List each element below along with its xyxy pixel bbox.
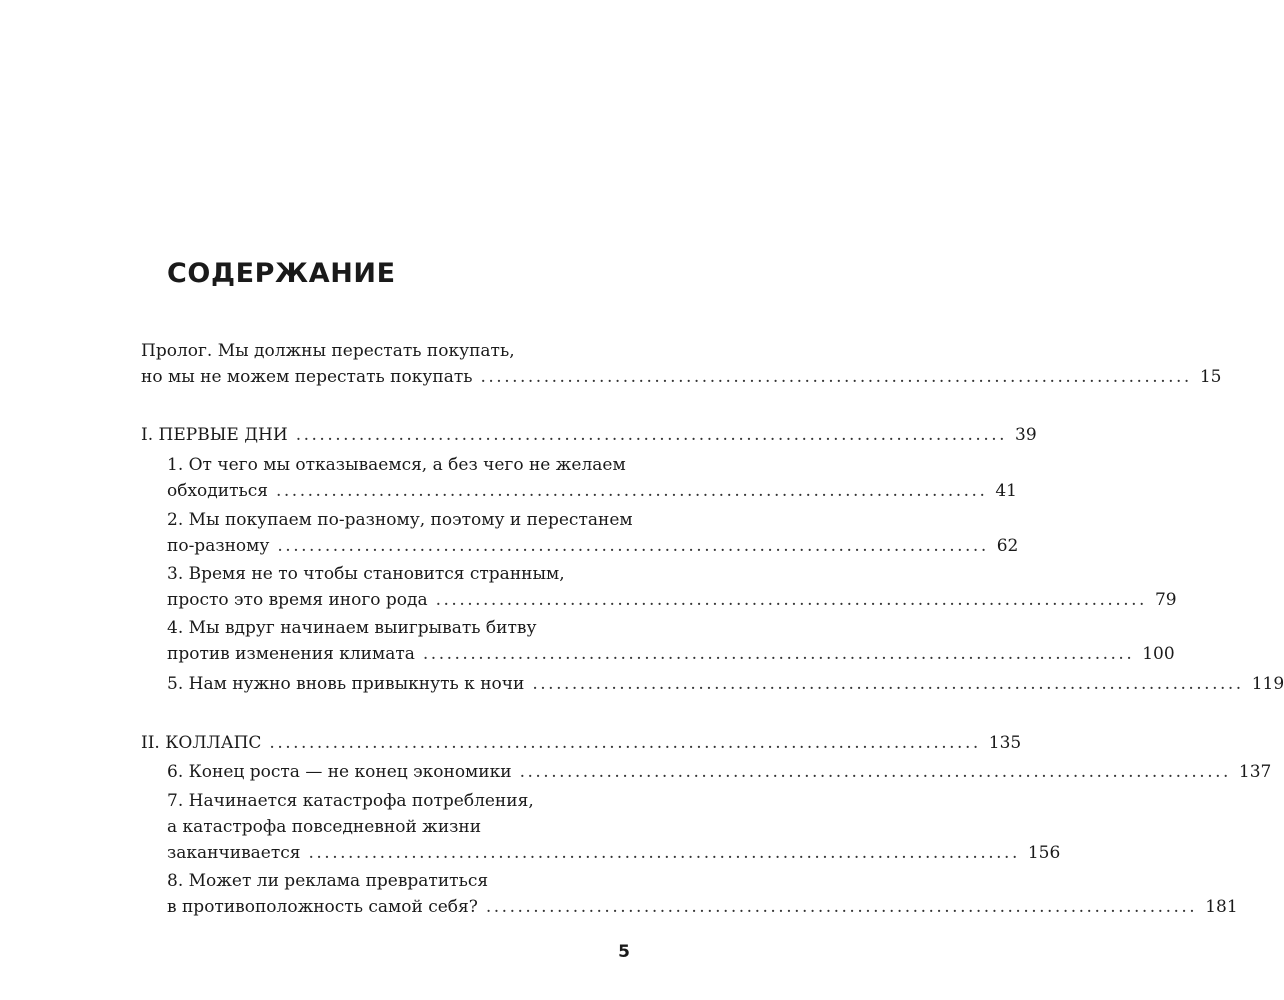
contents-heading: СОДЕРЖАНИЕ [167, 258, 396, 289]
toc-page-number: 135 [988, 733, 1022, 753]
toc-entry-text: обходиться [167, 481, 268, 501]
folio-page-number: 5 [618, 942, 630, 962]
dot-leader: .......................................................................................... [519, 762, 1231, 782]
toc-page-number: 181 [1205, 897, 1238, 917]
toc-entry-text: 1. От чего мы отказываемся, а без чего не желаем [167, 455, 626, 475]
dot-leader: .......................................................................................... [532, 674, 1244, 694]
toc-page-number: 62 [996, 536, 1019, 556]
toc-entry-line [167, 671, 1284, 697]
dot-leader: .......................................................................................... [485, 897, 1198, 917]
toc-entry-line [141, 364, 1222, 390]
toc-entry-line [167, 507, 633, 533]
toc-page-number: 100 [1142, 644, 1175, 664]
toc-entry-text: 8. Может ли реклама превратиться [167, 871, 489, 891]
toc-part-title: I. ПЕРВЫЕ ДНИ [141, 425, 288, 445]
toc-entry-line [141, 338, 515, 364]
toc-entry-line [167, 868, 488, 894]
toc-entry-line [167, 478, 1017, 504]
toc-part-title-line [141, 422, 1037, 448]
toc-entry-line [167, 615, 536, 641]
toc-page-number: 41 [995, 481, 1017, 501]
toc-entry-text: просто это время иного рода [167, 590, 428, 610]
toc-entry-line [167, 533, 1019, 559]
toc-entry-line [167, 788, 534, 814]
toc-entry-text: а катастрофа повседневной жизни [167, 817, 482, 837]
toc-page-number: 119 [1251, 674, 1284, 694]
dot-leader: .......................................................................................... [277, 536, 989, 556]
dot-leader: .......................................................................................... [435, 590, 1147, 610]
dot-leader: .......................................................................................... [480, 367, 1192, 387]
toc-entry-line [167, 814, 481, 840]
toc-entry-line [167, 587, 1177, 613]
toc-part-title-line [141, 730, 1022, 756]
toc-entry-text: 2. Мы покупаем по-разному, поэтому и перестанем [167, 510, 633, 530]
dot-leader: .......................................................................................... [269, 733, 981, 753]
toc-entry-line [167, 641, 1175, 667]
toc-page-number: 137 [1238, 762, 1272, 782]
toc-entry-line [167, 840, 1061, 866]
toc-page-number: 156 [1027, 843, 1061, 863]
toc-entry-text: в противоположность самой себя? [167, 897, 478, 917]
toc-part-title: II. КОЛЛАПС [141, 733, 262, 753]
toc-entry-line [167, 452, 626, 478]
dot-leader: .......................................................................................... [276, 481, 988, 501]
toc-entry-text: 5. Нам нужно вновь привыкнуть к ночи [167, 674, 525, 694]
dot-leader: .......................................................................................... [308, 843, 1020, 863]
toc-page-number: 79 [1154, 590, 1177, 610]
toc-entry-text: против изменения климата [167, 644, 415, 664]
toc-entry-line [167, 561, 565, 587]
toc-page-number: 39 [1015, 425, 1037, 445]
dot-leader: .......................................................................................... [422, 644, 1135, 664]
toc-entry-text: заканчивается [167, 843, 301, 863]
toc-page-number: 15 [1199, 367, 1222, 387]
toc-entry-line [167, 759, 1272, 785]
toc-entry-text: по-разному [167, 536, 270, 556]
toc-entry-text: Пролог. Мы должны перестать покупать, [141, 341, 515, 361]
toc-entry-text: 3. Время не то чтобы становится странным, [167, 564, 565, 584]
toc-entry-text: 4. Мы вдруг начинаем выигрывать битву [167, 618, 537, 638]
toc-entry-text: но мы не можем перестать покупать [141, 367, 473, 387]
toc-entry-line [167, 894, 1238, 920]
dot-leader: .......................................................................................... [295, 425, 1008, 445]
toc-entry-text: 7. Начинается катастрофа потребления, [167, 791, 534, 811]
toc-entry-text: 6. Конец роста — не конец экономики [167, 762, 512, 782]
